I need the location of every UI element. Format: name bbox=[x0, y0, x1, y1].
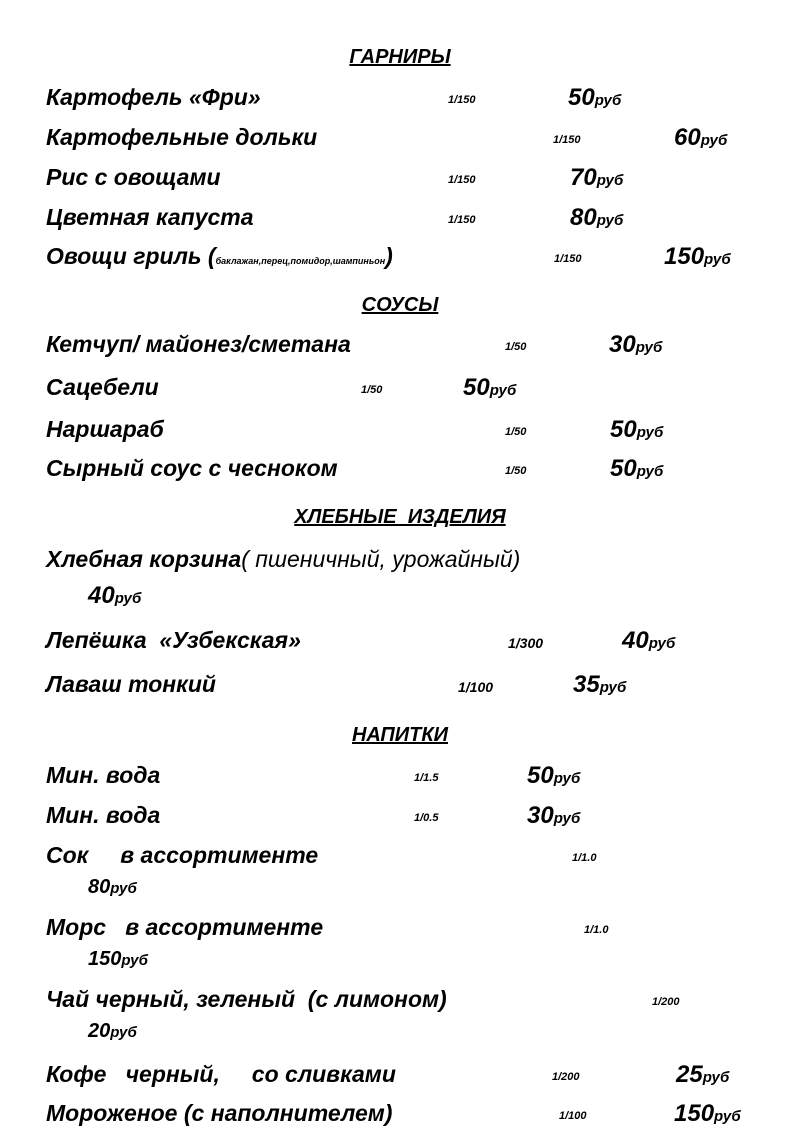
menu-item bbox=[0, 331, 800, 361]
item-price bbox=[463, 374, 516, 402]
item-price bbox=[570, 164, 623, 192]
price-value: 50 bbox=[527, 762, 554, 789]
item-price bbox=[676, 1061, 729, 1089]
price-value: 50 bbox=[463, 374, 490, 401]
menu-item bbox=[0, 627, 800, 657]
price-value: 150 bbox=[88, 948, 122, 970]
currency-label: руб bbox=[700, 132, 728, 149]
item-portion: 1/50 bbox=[505, 426, 527, 438]
item-portion: 1/150 bbox=[448, 214, 476, 226]
menu-item bbox=[0, 204, 800, 234]
currency-label: руб bbox=[553, 810, 581, 827]
item-price bbox=[527, 762, 580, 790]
item-portion: 1/1.0 bbox=[584, 924, 609, 936]
price-value: 25 bbox=[676, 1061, 703, 1088]
item-name: Картофельные дольки bbox=[46, 124, 318, 150]
item-portion: 1/1.5 bbox=[414, 772, 439, 784]
item-portion: 1/0.5 bbox=[414, 812, 439, 824]
item-price bbox=[568, 84, 621, 112]
item-price bbox=[527, 802, 580, 830]
item-price bbox=[674, 124, 727, 152]
item-price bbox=[573, 671, 626, 699]
currency-label: руб bbox=[596, 172, 624, 189]
menu-item bbox=[0, 762, 800, 792]
item-name: Морс в ассортименте bbox=[46, 914, 324, 940]
item-note: ( пшеничный, урожайный) bbox=[241, 546, 521, 572]
item-name: Рис с овощами bbox=[46, 164, 221, 190]
currency-label: руб bbox=[636, 463, 664, 480]
item-price bbox=[88, 582, 141, 610]
price-value: 80 bbox=[570, 204, 597, 231]
item-portion: 1/200 bbox=[552, 1071, 580, 1083]
currency-label: руб bbox=[121, 952, 148, 969]
menu-item bbox=[0, 164, 800, 194]
item-price bbox=[622, 627, 675, 655]
item-price bbox=[570, 204, 623, 232]
item-name: Картофель «Фри» bbox=[46, 84, 261, 110]
currency-label: руб bbox=[489, 382, 517, 399]
price-value: 150 bbox=[674, 1100, 715, 1127]
price-value: 30 bbox=[527, 802, 554, 829]
item-portion: 1/1.0 bbox=[572, 852, 597, 864]
menu-item bbox=[0, 374, 800, 404]
currency-label: руб bbox=[110, 1024, 137, 1041]
item-name: Кофе черный, со сливками bbox=[46, 1061, 396, 1087]
menu-item bbox=[0, 546, 800, 616]
item-name: Сацебели bbox=[46, 374, 159, 400]
currency-label: руб bbox=[553, 770, 581, 787]
menu-item bbox=[0, 842, 800, 902]
item-name: Кетчуп/ майонез/сметана bbox=[46, 331, 351, 357]
item-name: Лепёшка «Узбекская» bbox=[46, 627, 301, 653]
price-value: 70 bbox=[570, 164, 597, 191]
item-name: Мин. вода bbox=[46, 802, 161, 828]
item-price bbox=[674, 1100, 741, 1128]
menu-item bbox=[0, 1061, 800, 1091]
item-price bbox=[610, 416, 663, 444]
currency-label: руб bbox=[636, 424, 664, 441]
item-price bbox=[88, 876, 137, 899]
menu-item bbox=[0, 671, 800, 701]
currency-label: руб bbox=[648, 635, 676, 652]
price-value: 30 bbox=[609, 331, 636, 358]
item-portion: 1/150 bbox=[554, 253, 582, 265]
item-portion: 1/200 bbox=[652, 996, 680, 1008]
price-value: 50 bbox=[568, 84, 595, 111]
price-value: 50 bbox=[610, 416, 637, 443]
item-name: Мин. вода bbox=[46, 762, 161, 788]
currency-label: руб bbox=[596, 212, 624, 229]
item-name: Наршараб bbox=[46, 416, 164, 442]
item-name-close: ) bbox=[385, 243, 393, 269]
item-price bbox=[88, 948, 148, 971]
item-price bbox=[610, 455, 663, 483]
item-name: Сырный соус с чесноком bbox=[46, 455, 338, 481]
price-value: 50 bbox=[610, 455, 637, 482]
item-portion: 1/50 bbox=[505, 341, 527, 353]
item-price bbox=[664, 243, 731, 271]
menu-item bbox=[0, 914, 800, 974]
item-name-main: Хлебная корзина bbox=[46, 546, 242, 572]
price-value: 40 bbox=[622, 627, 649, 654]
item-name: Мороженое (с наполнителем) bbox=[46, 1100, 393, 1126]
menu-item bbox=[0, 1100, 800, 1130]
section-title-garnish: ГАРНИРЫ bbox=[349, 46, 451, 68]
item-portion: 1/300 bbox=[508, 635, 544, 651]
price-value: 40 bbox=[88, 582, 115, 609]
item-name: Чай черный, зеленый (с лимоном) bbox=[46, 986, 447, 1012]
item-portion: 1/100 bbox=[559, 1110, 587, 1122]
item-portion: 1/150 bbox=[448, 94, 476, 106]
item-name bbox=[46, 546, 520, 573]
item-name bbox=[46, 243, 393, 270]
item-name: Цветная капуста bbox=[46, 204, 254, 230]
price-value: 80 bbox=[88, 876, 111, 898]
menu-item bbox=[0, 802, 800, 832]
currency-label: руб bbox=[702, 1069, 730, 1086]
currency-label: руб bbox=[704, 251, 731, 268]
price-value: 60 bbox=[674, 124, 701, 151]
menu-item bbox=[0, 455, 800, 485]
item-note: баклажан,перец,помидор,шампиньон bbox=[215, 256, 386, 266]
item-price bbox=[88, 1020, 137, 1043]
item-name: Сок в ассортименте bbox=[46, 842, 319, 868]
menu-item bbox=[0, 243, 800, 273]
menu-item bbox=[0, 986, 800, 1046]
currency-label: руб bbox=[110, 880, 137, 897]
menu-item bbox=[0, 124, 800, 154]
item-portion: 1/50 bbox=[505, 465, 527, 477]
section-title-bread: ХЛЕБНЫЕ ИЗДЕЛИЯ bbox=[294, 506, 506, 528]
section-title-sauces: СОУСЫ bbox=[361, 294, 439, 316]
currency-label: руб bbox=[594, 92, 622, 109]
item-name-main: Овощи гриль ( bbox=[46, 243, 216, 269]
item-portion: 1/150 bbox=[553, 134, 581, 146]
currency-label: руб bbox=[599, 679, 627, 696]
price-value: 20 bbox=[88, 1020, 111, 1042]
section-title-drinks: НАПИТКИ bbox=[351, 724, 449, 746]
menu-item bbox=[0, 84, 800, 114]
item-name: Лаваш тонкий bbox=[46, 671, 216, 697]
item-portion: 1/50 bbox=[361, 384, 383, 396]
price-value: 35 bbox=[573, 671, 600, 698]
currency-label: руб bbox=[114, 590, 142, 607]
price-value: 150 bbox=[664, 243, 705, 270]
item-price bbox=[609, 331, 662, 359]
currency-label: руб bbox=[714, 1108, 741, 1125]
item-portion: 1/150 bbox=[448, 174, 476, 186]
menu-item bbox=[0, 416, 800, 446]
currency-label: руб bbox=[635, 339, 663, 356]
item-portion: 1/100 bbox=[458, 679, 494, 695]
